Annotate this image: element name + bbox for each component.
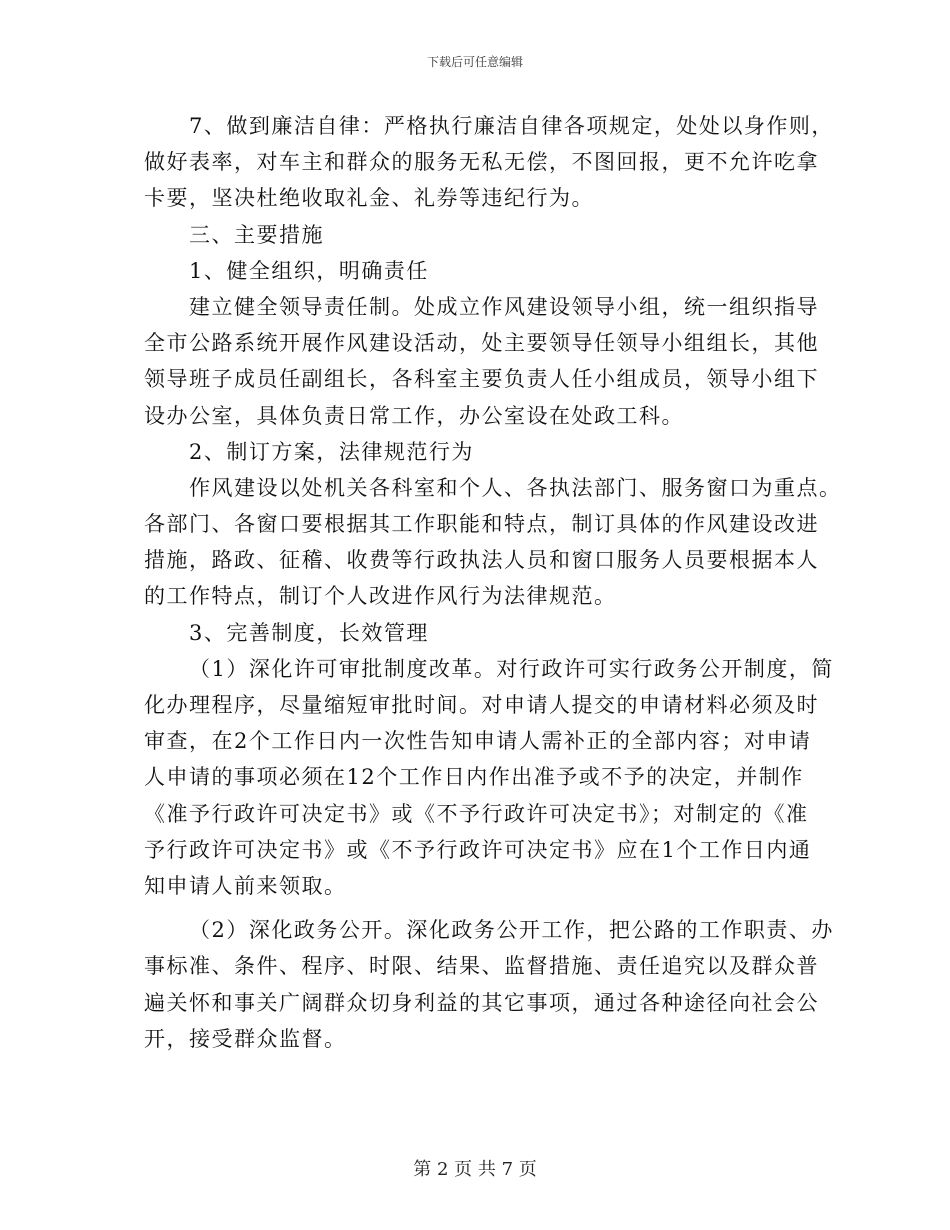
paragraph-line: 知申请人前来领取。 — [144, 873, 347, 898]
paragraph-line: 卡要，坚决杜绝收取礼金、礼券等违纪行为。 — [144, 186, 594, 211]
paragraph-line: 措施，路政、征稽、收费等行政执法人员和窗口服务人员要根据本人 — [144, 548, 819, 573]
paragraph-line: 事标准、条件、程序、时限、结果、监督措施、责任追究以及群众普 — [144, 954, 819, 979]
paragraph-line: 各部门、各窗口要根据其工作职能和特点，制订具体的作风建设改进 — [144, 512, 819, 537]
paragraph-line: （2）深化政务公开。深化政务公开工作，把公路的工作职责、办 — [189, 918, 834, 943]
paragraph-line: 遍关怀和事关广阔群众切身利益的其它事项，通过各种途径向社会公 — [144, 990, 819, 1015]
paragraph-line: 全市公路系统开展作风建设活动，处主要领导任领导小组组长，其他 — [144, 331, 819, 356]
paragraph-line: 的工作特点，制订个人改进作风行为法律规范。 — [144, 584, 617, 609]
document-body — [144, 108, 842, 1057]
page-number-footer: 第 2 页 共 7 页 — [413, 1159, 537, 1180]
subheading: 2、制订方案，法律规范行为 — [189, 439, 474, 464]
paragraph-line: 《准予行政许可决定书》或《不予行政许可决定书》；对制定的《准 — [144, 801, 809, 826]
header-note: 下载后可任意编辑 — [426, 55, 523, 69]
subheading: 3、完善制度，长效管理 — [189, 620, 429, 645]
paragraph-line: 设办公室，具体负责日常工作，办公室设在处政工科。 — [144, 403, 684, 428]
subheading: 1、健全组织，明确责任 — [189, 258, 429, 283]
paragraph-line: 开，接受群众监督。 — [144, 1026, 347, 1051]
paragraph-line: 领导班子成员任副组长，各科室主要负责人任小组成员，领导小组下 — [144, 367, 819, 392]
paragraph-gap — [144, 904, 810, 912]
paragraph-line: 予行政许可决定书》或《不予行政许可决定书》应在1个工作日内通 — [144, 837, 812, 862]
paragraph-line: 审查，在2个工作日内一次性告知申请人需补正的全部内容；对申请 — [144, 729, 812, 754]
paragraph-line: 建立健全领导责任制。处成立作风建设领导小组，统一组织指导 — [189, 294, 819, 319]
paragraph-line: 7、做到廉洁自律：严格执行廉洁自律各项规定，处处以身作则， — [189, 114, 834, 138]
paragraph-line: （1）深化许可审批制度改革。对行政许可实行政务公开制度，简 — [189, 656, 834, 681]
paragraph-line: 作风建设以处机关各科室和个人、各执法部门、服务窗口为重点。 — [189, 475, 842, 500]
paragraph-line: 化办理程序，尽量缩短审批时间。对申请人提交的申请材料必须及时 — [144, 693, 819, 717]
paragraph-line: 做好表率，对车主和群众的服务无私无偿，不图回报，更不允许吃拿 — [144, 150, 819, 175]
paragraph-line: 人申请的事项必须在12个工作日内作出准予或不予的决定，并制作 — [144, 765, 804, 790]
section-heading: 三、主要措施 — [189, 222, 324, 247]
